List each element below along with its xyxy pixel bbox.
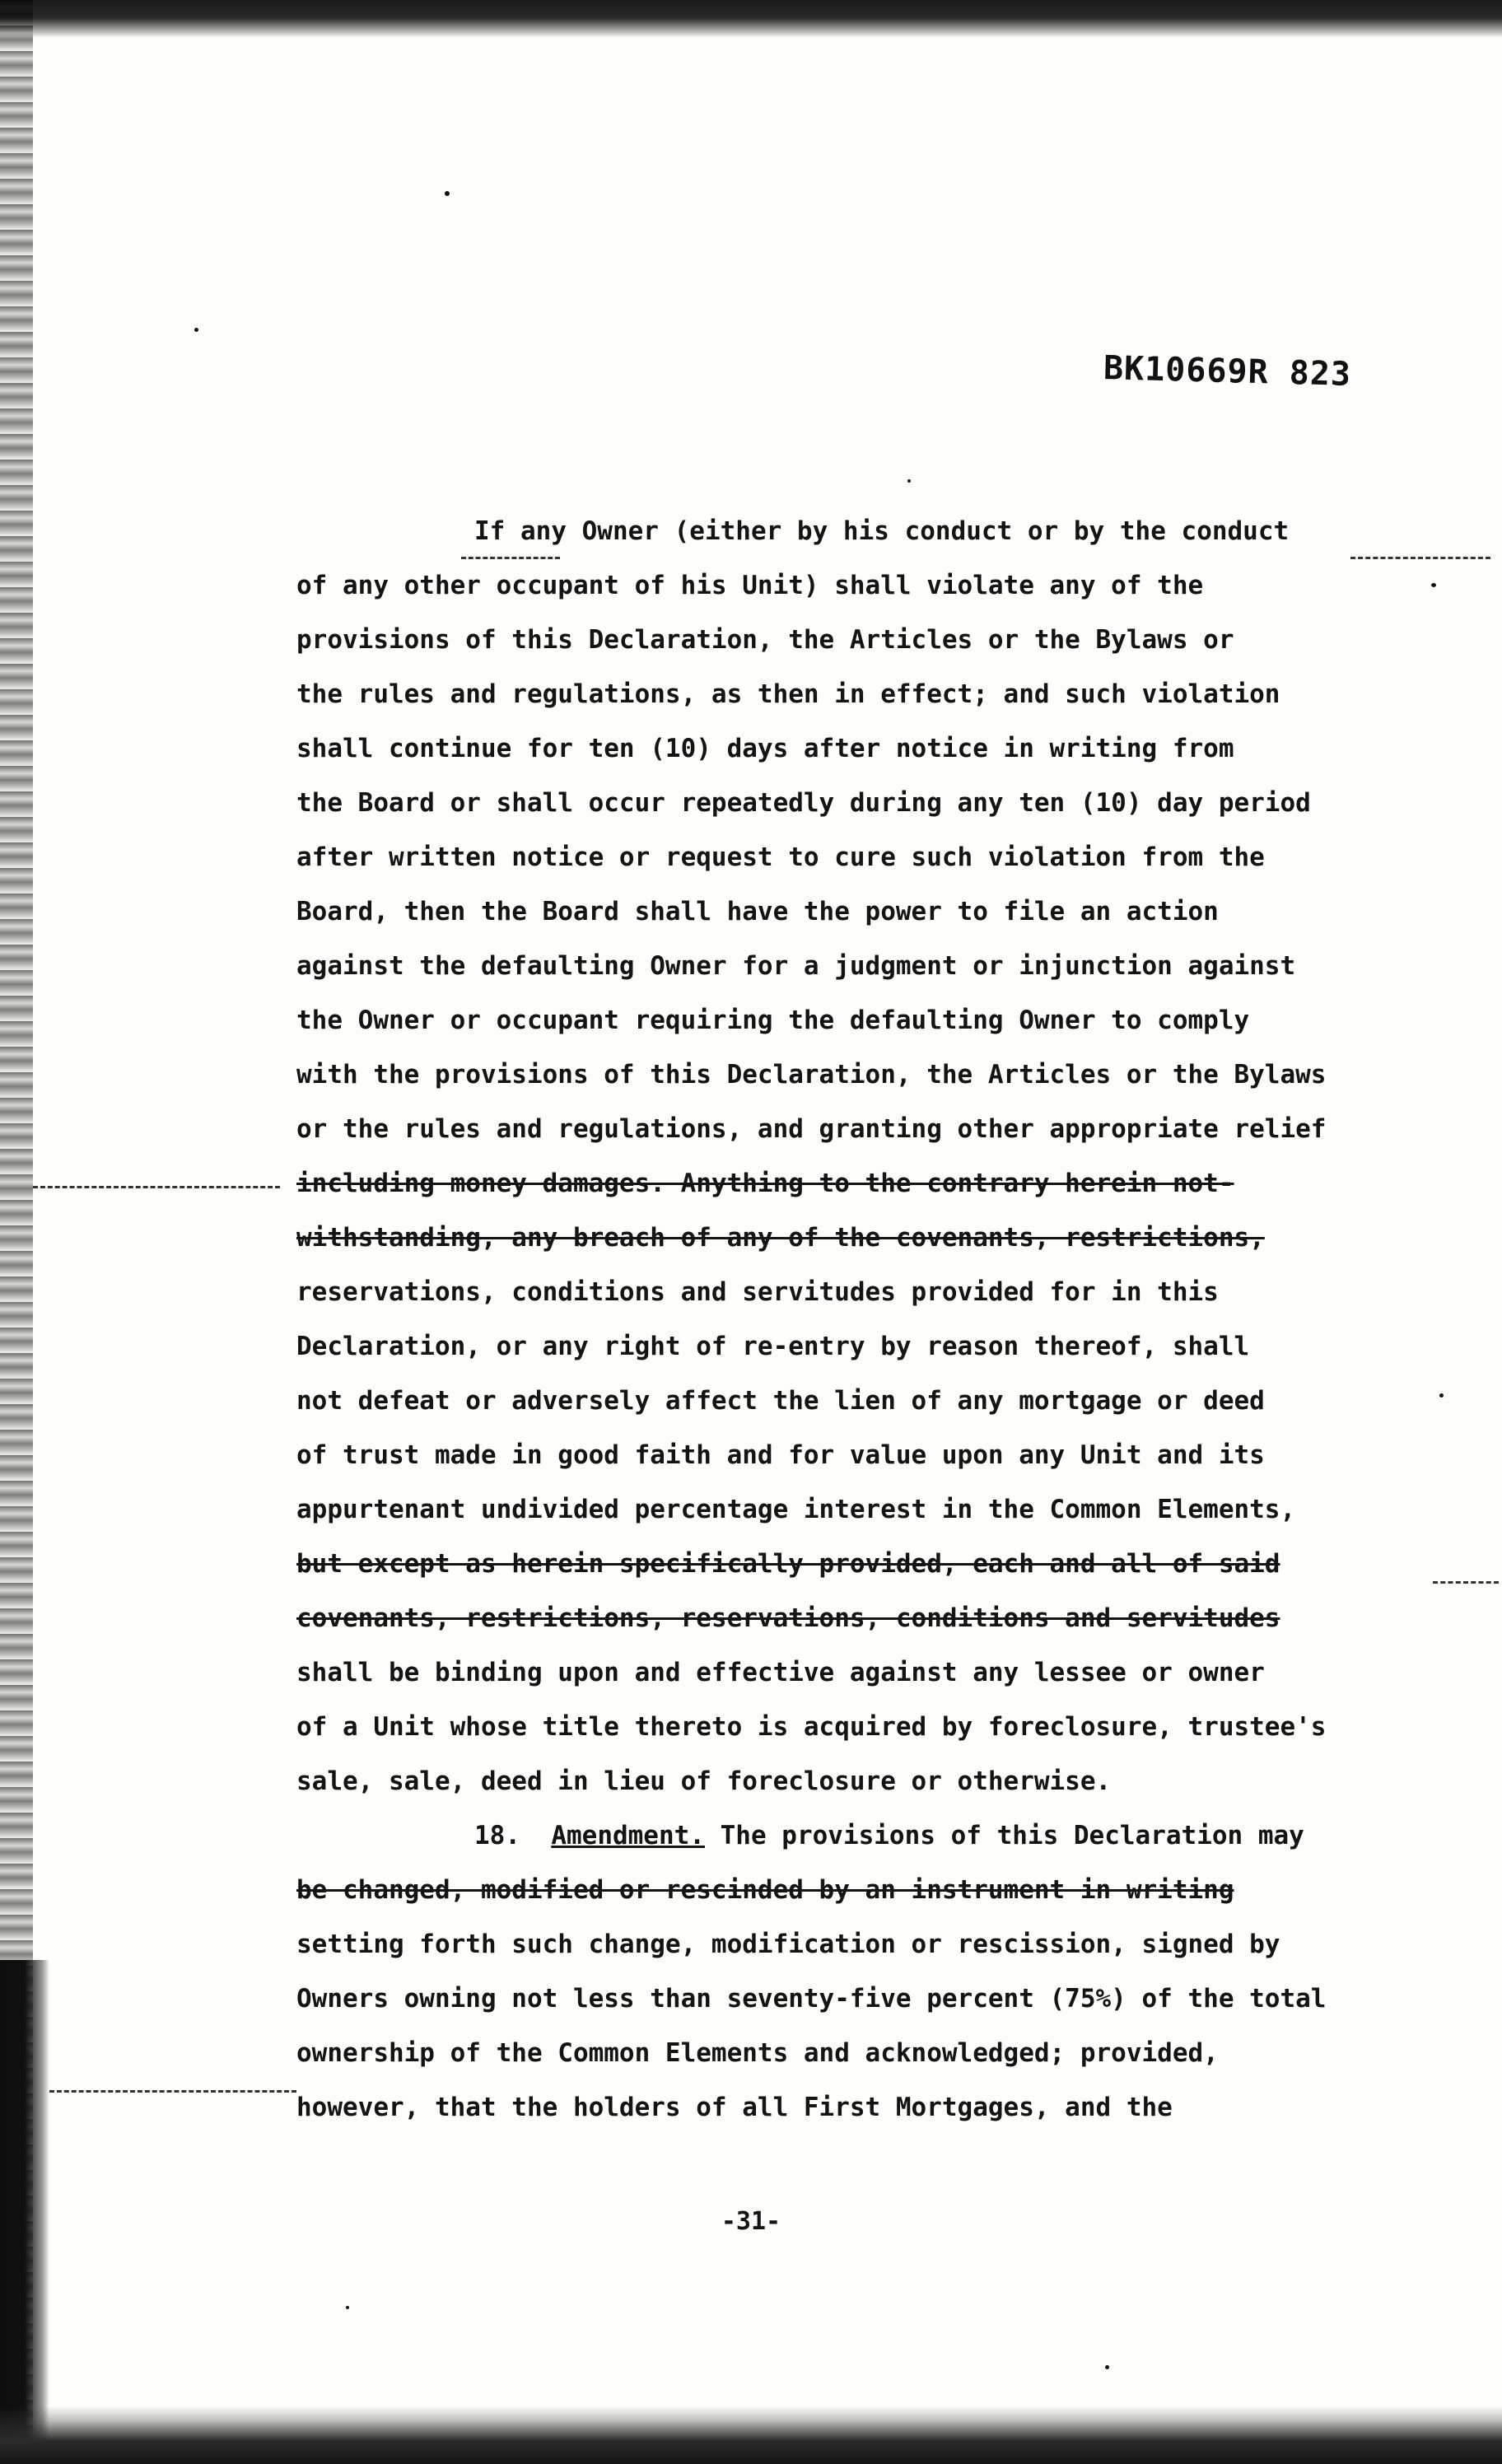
text-line: the Owner or occupant requiring the defaulting Owner to comply	[296, 1006, 1250, 1035]
section-title: Amendment.	[551, 1821, 705, 1850]
text-line: of a Unit whose title thereto is acquired by foreclosure, trustee's	[296, 1712, 1327, 1742]
text-line: of trust made in good faith and for value upon any Unit and its	[296, 1440, 1265, 1470]
text-line: against the defaulting Owner for a judgment or injunction against	[296, 951, 1296, 981]
scan-speck	[194, 328, 198, 332]
text-line: the rules and regulations, as then in effect; and such violation	[296, 679, 1280, 709]
struck-text-line: including money damages. Anything to the contrary herein not-	[296, 1169, 1234, 1198]
text-line: not defeat or adversely affect the lien of any mortgage or deed	[296, 1386, 1265, 1416]
text-line: or the rules and regulations, and granting other appropriate relief	[296, 1114, 1327, 1144]
text-line: Owners owning not less than seventy-five percent (75%) of the total	[296, 1984, 1327, 2014]
margin-rule	[33, 1186, 280, 1188]
text-line: setting forth such change, modification or rescission, signed by	[296, 1930, 1280, 1959]
scan-speck	[1105, 2365, 1109, 2369]
section-number: 18.	[474, 1821, 520, 1850]
text-line: Declaration, or any right of re-entry by reason thereof, shall	[296, 1332, 1250, 1361]
scan-speck	[445, 191, 450, 196]
recording-stamp-number: BK10669R 823	[1103, 349, 1352, 394]
scan-top-edge	[0, 0, 1502, 38]
text-line: shall continue for ten (10) days after notice in writing from	[296, 734, 1234, 763]
scan-bottom-edge	[0, 2406, 1502, 2464]
section-first-line-text: The provisions of this Declaration may	[704, 1821, 1304, 1850]
text-line: of any other occupant of his Unit) shall violate any of the	[296, 571, 1204, 600]
text-line: after written notice or request to cure such violation from the	[296, 842, 1265, 872]
text-line: provisions of this Declaration, the Articles or the Bylaws or	[296, 625, 1234, 655]
text-line: If any Owner (either by his conduct or by the conduct	[474, 516, 1290, 546]
text-line: however, that the holders of all First Mortgages, and the	[296, 2093, 1173, 2122]
text-line: with the provisions of this Declaration, the Articles or the Bylaws	[296, 1060, 1327, 1090]
struck-text-line: covenants, restrictions, reservations, conditions and servitudes	[296, 1603, 1280, 1633]
text-line: Board, then the Board shall have the power to file an action	[296, 897, 1219, 926]
document-body	[296, 504, 1466, 2135]
page-number: -31-	[721, 2207, 781, 2236]
text-line: the Board or shall occur repeatedly during any ten (10) day period	[296, 788, 1311, 818]
struck-text-line: but except as herein specifically provided, each and all of said	[296, 1549, 1280, 1579]
text-line: shall be binding upon and effective against any lessee or owner	[296, 1658, 1265, 1687]
section-heading-line	[296, 1808, 1466, 1863]
text-line: appurtenant undivided percentage interest in the Common Elements,	[296, 1495, 1296, 1524]
text-line: ownership of the Common Elements and acknowledged; provided,	[296, 2038, 1219, 2068]
scan-speck	[346, 2306, 349, 2309]
margin-rule	[49, 2090, 296, 2093]
text-line: reservations, conditions and servitudes provided for in this	[296, 1277, 1219, 1307]
struck-text-line: withstanding, any breach of any of the covenants, restrictions,	[296, 1223, 1265, 1253]
text-line: sale, sale, deed in lieu of foreclosure or otherwise.	[296, 1766, 1112, 1796]
struck-text-line: be changed, modified or rescinded by an instrument in writing	[296, 1875, 1234, 1905]
scan-speck	[907, 479, 911, 483]
